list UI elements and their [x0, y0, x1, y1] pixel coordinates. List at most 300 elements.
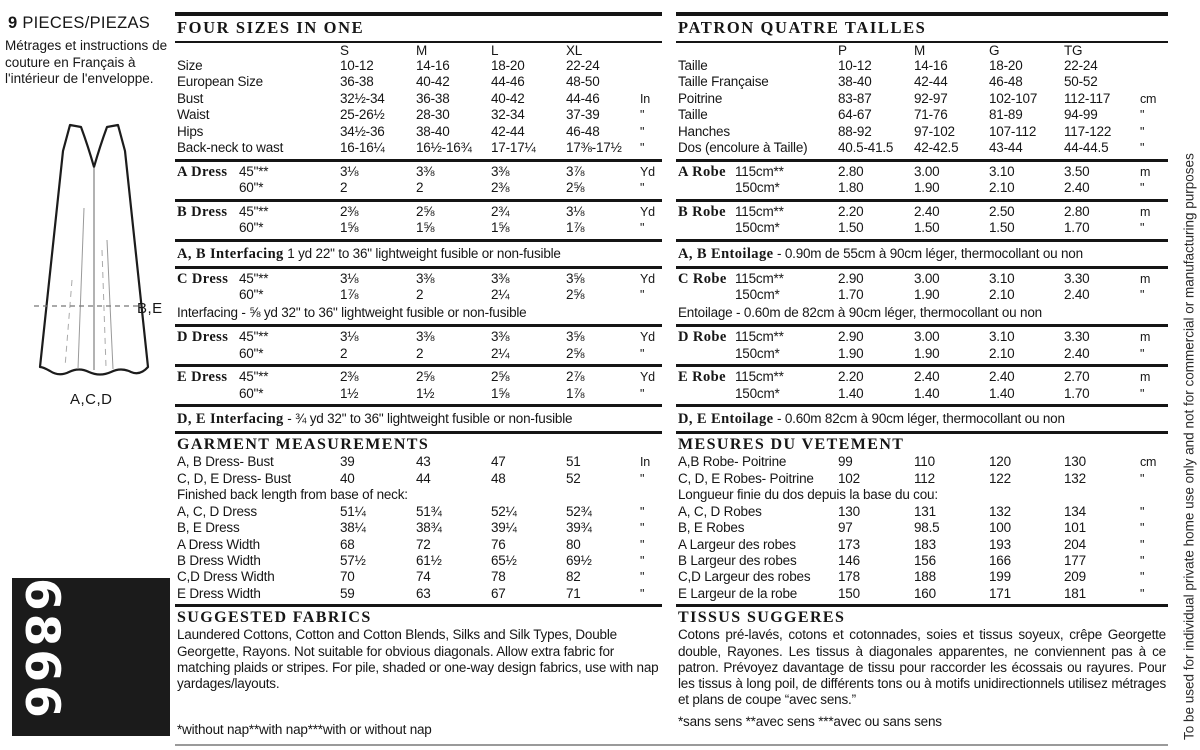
- size-row-label: Taille: [678, 58, 708, 73]
- fabric-width-label: 115cm**: [735, 163, 784, 179]
- measurement-value: 120: [989, 454, 1011, 470]
- garment-label: [676, 346, 735, 362]
- size-row-label: European Size: [177, 74, 263, 90]
- measurement-label: A, B Dress- Bust: [177, 454, 274, 470]
- size-row-label: Bust: [177, 90, 204, 106]
- measurements-title: MESURES DU VETEMENT: [678, 436, 905, 454]
- measurement-value: 181: [1064, 585, 1086, 601]
- divider-rule: [175, 199, 662, 202]
- yardage-value: 3⅜: [416, 270, 435, 286]
- unit-label: ": [1140, 586, 1145, 601]
- unit-label: ": [640, 537, 645, 552]
- yardage-value: 2¼: [491, 345, 510, 361]
- measurement-value: 204: [1064, 536, 1086, 552]
- measurement-value: 171: [989, 585, 1011, 601]
- size-value: 25-26½: [340, 107, 385, 123]
- size-value: 40.5-41.5: [838, 140, 894, 156]
- unit-label: ": [1140, 521, 1145, 536]
- fabric-width-label: 150cm*: [735, 220, 780, 236]
- yardage-value: 2.40: [1064, 345, 1090, 361]
- yardage-value: 1⅝: [340, 220, 359, 236]
- yardage-value: 2: [416, 345, 424, 361]
- yardage-value: 3.30: [1064, 270, 1090, 286]
- yardage-value: 2⅝: [491, 369, 510, 385]
- interfacing-note: Entoilage - 0.60m de 82cm à 90cm léger, thermocollant ou non: [678, 305, 1042, 321]
- fabrics-description: Laundered Cottons, Cotton and Cotton Blends, Silks and Silk Types, Double Georgette, Rayons. Not suitable for obvious diagonals. Allow extra fabric for matching plaids or stripes. For pile, shaded or one-way design fabrics, use with nap yardages/layouts.: [177, 627, 659, 691]
- measurement-label: A Dress Width: [177, 536, 260, 552]
- measurement-value: 69½: [566, 552, 592, 568]
- spacer: [640, 43, 662, 58]
- yardage-row: [676, 220, 1168, 236]
- pieces-label: PIECES/PIEZAS: [17, 14, 151, 32]
- measurement-value: 98.5: [914, 520, 940, 536]
- measurement-row: [175, 504, 662, 520]
- measurement-value: 131: [914, 503, 936, 519]
- measurement-label: A Largeur des robes: [678, 536, 796, 552]
- yardage-value: 1⅞: [340, 286, 359, 302]
- unit-label: ": [640, 504, 645, 519]
- garment-label: D Robe: [678, 329, 727, 346]
- yardage-row: [175, 346, 662, 362]
- measurement-value: 134: [1064, 503, 1086, 519]
- divider-rule: [676, 604, 1168, 607]
- column-header: TG: [1064, 43, 1083, 58]
- yardage-value: 2.90: [838, 329, 864, 345]
- size-value: 16-16¼: [340, 140, 385, 156]
- size-value: 88-92: [838, 123, 872, 139]
- garment-label: C Robe: [678, 270, 727, 287]
- unit-label: ": [640, 124, 645, 139]
- yardage-value: 2.10: [989, 180, 1015, 196]
- unit-label: ": [1140, 108, 1145, 123]
- divider-rule: [175, 364, 662, 367]
- garment-label: B Dress: [177, 203, 228, 220]
- size-value: 50-52: [1064, 74, 1098, 90]
- measurement-label: E Largeur de la robe: [678, 585, 798, 601]
- yardage-row: [175, 204, 662, 220]
- measurement-value: 199: [989, 569, 1011, 585]
- unit-label: ": [640, 386, 645, 401]
- garment-label: [676, 386, 735, 402]
- size-value: 92-97: [914, 90, 948, 106]
- interfacing-note-bold: A, B Entoilage: [678, 245, 774, 262]
- measurement-value: 132: [989, 503, 1011, 519]
- size-value: 22-24: [1064, 58, 1098, 73]
- yardage-value: 1.40: [914, 385, 940, 401]
- yardage-value: 3.00: [914, 163, 940, 179]
- measurement-label: C,D Dress Width: [177, 569, 275, 585]
- divider-rule: [676, 199, 1168, 202]
- size-value: 17⅜-17½: [566, 140, 622, 156]
- column-header: XL: [566, 43, 583, 58]
- measurement-value: 173: [838, 536, 860, 552]
- yardage-row: [676, 164, 1168, 180]
- size-value: 38-40: [838, 74, 872, 90]
- measurement-value: 52¼: [491, 503, 517, 519]
- measurement-value: 146: [838, 552, 860, 568]
- yardage-row: [676, 204, 1168, 220]
- interfacing-note-bold: D, E Interfacing: [177, 411, 284, 428]
- fabric-width-label: 150cm*: [735, 286, 780, 302]
- yardage-row: [676, 386, 1168, 402]
- unit-label: ": [1140, 553, 1145, 568]
- size-value: 36-38: [340, 74, 374, 90]
- interfacing-note: Interfacing - ⅝ yd 32" to 36" lightweight fusible or non-fusible: [177, 305, 527, 321]
- measurement-label: B, E Dress: [177, 520, 240, 536]
- fabric-width-label: 45"**: [239, 369, 269, 385]
- spacer: [676, 43, 838, 58]
- yardage-value: 2.50: [989, 203, 1015, 219]
- nap-footnote: *sans sens **avec sens ***avec ou sans sens: [678, 714, 942, 730]
- divider-rule: [175, 266, 662, 269]
- unit-label: [640, 74, 662, 90]
- unit-label: ": [1140, 181, 1145, 196]
- measurement-value: 178: [838, 569, 860, 585]
- size-value: 18-20: [989, 58, 1023, 73]
- fabric-width-label: 45"**: [239, 203, 269, 219]
- measurement-row: [175, 586, 662, 602]
- size-value: 10-12: [838, 58, 872, 73]
- unit-label: ": [640, 471, 645, 486]
- yardage-value: 2.80: [1064, 203, 1090, 219]
- measurement-value: 39: [340, 454, 355, 470]
- yardage-value: 3⅜: [491, 163, 510, 179]
- measurement-value: 166: [989, 552, 1011, 568]
- unit-label: In: [640, 455, 651, 470]
- measurement-row: [676, 504, 1168, 520]
- size-row-label: Taille: [678, 107, 708, 123]
- size-value: 18-20: [491, 58, 525, 73]
- yardage-value: 1⅞: [566, 220, 585, 236]
- measurement-label: C, D, E Dress- Bust: [177, 470, 291, 486]
- yardage-value: 1.50: [914, 220, 940, 236]
- interfacing-note-text: - ¾ yd 32" to 36" lightweight fusible or non-fusible: [283, 411, 573, 427]
- yardage-value: 2⅝: [566, 180, 585, 196]
- yardage-value: 3.00: [914, 270, 940, 286]
- measurement-value: 188: [914, 569, 936, 585]
- fabric-width-label: 60"*: [239, 220, 264, 236]
- yardage-row: [676, 287, 1168, 303]
- size-row-label: Dos (encolure à Taille): [678, 140, 808, 156]
- yardage-value: 3⅜: [416, 163, 435, 179]
- fabrics-title: TISSUS SUGGERES: [678, 609, 846, 627]
- fabric-width-label: 45"**: [239, 329, 269, 345]
- measurement-value: 48: [491, 470, 506, 486]
- unit-label: ": [1140, 537, 1145, 552]
- fabric-width-label: 45"**: [239, 163, 269, 179]
- yardage-value: 1.50: [838, 220, 864, 236]
- divider-rule: [175, 404, 662, 407]
- yardage-row: [175, 386, 662, 402]
- measurement-value: 52: [566, 470, 581, 486]
- fabric-width-label: 115cm**: [735, 203, 784, 219]
- size-table-row: [676, 124, 1168, 140]
- yardage-value: 3⅝: [566, 329, 585, 345]
- measurement-label: B, E Robes: [678, 520, 745, 536]
- yardage-row: [676, 180, 1168, 196]
- garment-label: E Robe: [678, 369, 726, 386]
- size-row-label: Back-neck to wast: [177, 140, 284, 156]
- measurement-value: 39¾: [566, 520, 592, 536]
- fabric-width-label: 115cm**: [735, 369, 784, 385]
- size-value: 44-46: [566, 90, 600, 106]
- measurement-value: 110: [914, 454, 935, 470]
- size-value: 28-30: [416, 107, 450, 123]
- measurement-value: 80: [566, 536, 581, 552]
- unit-label: Yd: [640, 370, 655, 385]
- pattern-number-box: [12, 578, 170, 736]
- yardage-value: 1⅝: [491, 385, 510, 401]
- column-header: L: [491, 43, 499, 58]
- size-columns-header: [175, 43, 662, 58]
- size-value: 10-12: [340, 58, 374, 73]
- spacer: [175, 43, 340, 58]
- divider-rule: [676, 324, 1168, 327]
- unit-label: ": [1140, 346, 1145, 361]
- size-row-label: Taille Française: [678, 74, 769, 90]
- garment-label: E Dress: [177, 369, 228, 386]
- divider-rule: [676, 431, 1168, 434]
- yardage-value: 2.90: [838, 270, 864, 286]
- nap-footnote: *without nap**with nap***with or without nap: [177, 722, 432, 738]
- yardage-value: 2: [416, 286, 424, 302]
- measurements-subheading: Longueur finie du dos depuis la base du cou:: [678, 487, 938, 503]
- measurement-value: 156: [914, 552, 936, 568]
- measurement-value: 193: [989, 536, 1011, 552]
- measurement-value: 65½: [491, 552, 517, 568]
- measurement-label: A,B Robe- Poitrine: [678, 454, 787, 470]
- unit-label: ": [640, 287, 645, 302]
- unit-label: ": [640, 108, 645, 123]
- yardage-value: 2.20: [838, 369, 864, 385]
- size-value: 16½-16¾: [416, 140, 472, 156]
- size-value: 97-102: [914, 123, 955, 139]
- size-value: 38-40: [416, 123, 450, 139]
- measurement-value: 67: [491, 585, 506, 601]
- measurement-row: [676, 586, 1168, 602]
- fabric-width-label: 150cm*: [735, 345, 780, 361]
- yardage-value: 1½: [416, 385, 435, 401]
- garment-label: [676, 287, 735, 303]
- measurement-value: 51: [566, 454, 581, 470]
- fabric-width-label: 60"*: [239, 345, 264, 361]
- yardage-value: 3⅜: [491, 329, 510, 345]
- yardage-value: 2⅜: [340, 369, 359, 385]
- divider-rule: [676, 266, 1168, 269]
- column-header: S: [340, 43, 349, 58]
- divider-rule: [676, 364, 1168, 367]
- measurement-value: 160: [914, 585, 936, 601]
- yardage-value: 1.40: [838, 385, 864, 401]
- measurement-value: 130: [1064, 454, 1086, 470]
- size-value: 102-107: [989, 90, 1038, 106]
- garment-label: [175, 180, 239, 196]
- measurement-value: 51¾: [416, 503, 442, 519]
- size-table-row: [676, 107, 1168, 123]
- fabric-width-label: 150cm*: [735, 180, 780, 196]
- yardage-row: [676, 369, 1168, 385]
- yardage-value: 3⅝: [566, 270, 585, 286]
- size-value: 46-48: [566, 123, 600, 139]
- size-value: 42-42.5: [914, 140, 959, 156]
- unit-label: cm: [1140, 91, 1157, 106]
- measurement-value: 72: [416, 536, 431, 552]
- garment-label: [175, 287, 239, 303]
- measurement-value: 99: [838, 454, 853, 470]
- yardage-value: 2.40: [1064, 286, 1090, 302]
- measurement-label: C,D Largeur des robes: [678, 569, 811, 585]
- yardage-value: 2⅝: [416, 369, 435, 385]
- measurement-value: 100: [989, 520, 1011, 536]
- measurement-row: [175, 569, 662, 585]
- measurement-value: 38¼: [340, 520, 366, 536]
- size-row-label: Size: [177, 58, 203, 73]
- measurement-value: 150: [838, 585, 860, 601]
- dress-illustration: [28, 120, 160, 382]
- yardage-value: 2⅝: [416, 203, 435, 219]
- pieces-count-line: [8, 14, 150, 33]
- size-table-row: [175, 107, 662, 123]
- size-table-row: [175, 140, 662, 156]
- measurement-value: 74: [416, 569, 431, 585]
- fabric-width-label: 115cm**: [735, 329, 784, 345]
- yardage-value: 2⅝: [566, 286, 585, 302]
- measurement-value: 52¾: [566, 503, 592, 519]
- measurement-value: 71: [566, 585, 581, 601]
- yardage-value: 2.10: [989, 345, 1015, 361]
- yardage-value: 1⅞: [566, 385, 585, 401]
- size-value: 117-122: [1064, 123, 1112, 139]
- measurement-row: [175, 471, 662, 487]
- size-value: 32½-34: [340, 90, 385, 106]
- measurement-row: [175, 520, 662, 536]
- size-table-row: [175, 124, 662, 140]
- fabric-width-label: 60"*: [239, 286, 264, 302]
- measurements-subheading: Finished back length from base of neck:: [177, 487, 408, 503]
- measurement-value: 82: [566, 569, 581, 585]
- yardage-value: 2.40: [914, 369, 940, 385]
- unit-label: [1140, 74, 1168, 90]
- measurements-title: GARMENT MEASUREMENTS: [177, 436, 430, 454]
- yardage-value: 2.10: [989, 286, 1015, 302]
- unit-label: ": [640, 181, 645, 196]
- measurement-value: 57½: [340, 552, 366, 568]
- yardage-value: 2.80: [838, 163, 864, 179]
- unit-label: ": [1140, 504, 1145, 519]
- french-panel: [676, 12, 1168, 729]
- size-value: 42-44: [491, 123, 525, 139]
- yardage-value: 2⅞: [566, 369, 585, 385]
- measurement-row: [676, 569, 1168, 585]
- divider-rule: [175, 431, 662, 434]
- size-value: 71-76: [914, 107, 948, 123]
- garment-label: [175, 220, 239, 236]
- size-value: 44-46: [491, 74, 525, 90]
- size-table-row: [676, 74, 1168, 90]
- interfacing-note-text: 1 yd 22" to 36" lightweight fusible or non-fusible: [283, 245, 561, 261]
- size-value: 22-24: [566, 58, 600, 73]
- fabric-width-label: 45"**: [239, 270, 269, 286]
- measurement-value: 61½: [416, 552, 442, 568]
- size-value: 48-50: [566, 74, 600, 90]
- interfacing-note: [175, 244, 662, 264]
- unit-label: ": [1140, 471, 1145, 486]
- column-header: G: [989, 43, 1000, 58]
- yardage-value: 3⅜: [491, 270, 510, 286]
- measurement-label: B Dress Width: [177, 552, 261, 568]
- yardage-value: 2⅜: [340, 203, 359, 219]
- yardage-value: 2⅝: [566, 345, 585, 361]
- measurement-value: 59: [340, 585, 355, 601]
- size-value: 81-89: [989, 107, 1023, 123]
- panel-title: FOUR SIZES IN ONE: [175, 16, 662, 43]
- measurement-value: 209: [1064, 569, 1086, 585]
- divider-rule: [175, 604, 662, 607]
- yardage-value: 2: [340, 180, 348, 196]
- yardage-value: 1.40: [989, 385, 1015, 401]
- unit-label: ": [1140, 386, 1145, 401]
- size-table-row: [175, 58, 662, 74]
- measurement-value: 101: [1064, 520, 1086, 536]
- size-value: 37-39: [566, 107, 600, 123]
- unit-label: Yd: [640, 330, 655, 345]
- unit-label: Yd: [640, 204, 655, 219]
- divider-rule: [676, 239, 1168, 242]
- garment-label: A Robe: [678, 163, 726, 180]
- garment-label: [676, 180, 735, 196]
- yardage-row: [175, 180, 662, 196]
- size-value: 40-42: [416, 74, 450, 90]
- unit-label: m: [1140, 204, 1151, 219]
- measurement-value: 132: [1064, 470, 1086, 486]
- yardage-row: [676, 329, 1168, 345]
- yardage-row: [175, 369, 662, 385]
- measurement-label: A, C, D Robes: [678, 503, 762, 519]
- size-table-row: [676, 140, 1168, 156]
- fabric-width-label: 150cm*: [735, 385, 780, 401]
- interfacing-note-text: - 0.60m 82cm à 90cm léger, thermocollant ou non: [773, 411, 1065, 427]
- garment-label: [175, 386, 239, 402]
- size-row-label: Hanches: [678, 123, 730, 139]
- size-row-label: Hips: [177, 123, 204, 139]
- measurement-value: 68: [340, 536, 355, 552]
- divider-rule: [175, 239, 662, 242]
- fabric-width-label: 115cm**: [735, 270, 784, 286]
- measurement-row: [676, 454, 1168, 470]
- yardage-value: 1.70: [838, 286, 864, 302]
- size-value: 44-44.5: [1064, 140, 1109, 156]
- garment-label: D Dress: [177, 329, 229, 346]
- spacer: [1140, 43, 1168, 58]
- fabric-width-label: 60"*: [239, 180, 264, 196]
- size-value: 32-34: [491, 107, 525, 123]
- size-value: 14-16: [914, 58, 948, 73]
- unit-label: ": [640, 346, 645, 361]
- yardage-value: 3⅛: [340, 270, 359, 286]
- unit-label: ": [640, 141, 645, 156]
- size-value: 36-38: [416, 90, 450, 106]
- size-columns-header: [676, 43, 1168, 58]
- unit-label: m: [1140, 330, 1151, 345]
- unit-label: Yd: [640, 271, 655, 286]
- measurement-value: 102: [838, 470, 860, 486]
- unit-label: cm: [1140, 455, 1157, 470]
- measurement-value: 130: [838, 503, 860, 519]
- size-value: 64-67: [838, 107, 872, 123]
- unit-label: ": [1140, 124, 1145, 139]
- size-value: 94-99: [1064, 107, 1098, 123]
- measurement-row: [676, 471, 1168, 487]
